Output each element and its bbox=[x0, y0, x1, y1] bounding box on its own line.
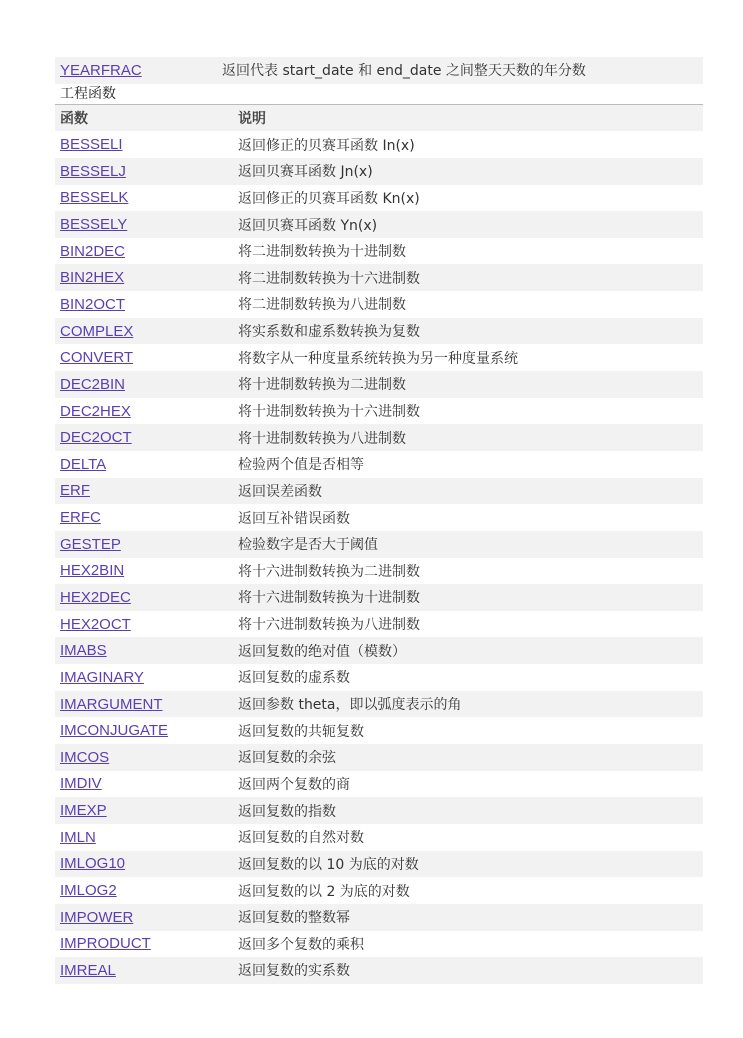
function-link[interactable]: DEC2HEX bbox=[60, 402, 131, 420]
function-description: 将十六进制数转换为十进制数 bbox=[238, 590, 420, 607]
table-row bbox=[55, 957, 703, 984]
function-link[interactable]: HEX2BIN bbox=[60, 562, 125, 580]
function-description: 将二进制数转换为十进制数 bbox=[238, 244, 406, 261]
function-link[interactable]: HEX2DEC bbox=[60, 588, 131, 606]
table-row bbox=[55, 158, 703, 185]
function-link[interactable]: IMLOG2 bbox=[60, 882, 117, 900]
function-description: 返回参数 theta，即以弧度表示的角 bbox=[238, 697, 462, 714]
function-description: 返回修正的贝赛耳函数 Kn(x) bbox=[238, 190, 420, 207]
function-link[interactable]: BESSELK bbox=[60, 189, 129, 207]
table-row bbox=[55, 904, 703, 931]
table-row bbox=[55, 851, 703, 878]
function-link[interactable]: IMARGUMENT bbox=[60, 695, 163, 713]
function-link[interactable]: IMPOWER bbox=[60, 908, 134, 926]
function-description: 将十六进制数转换为二进制数 bbox=[238, 563, 420, 580]
function-description: 返回复数的余弦 bbox=[238, 750, 336, 767]
table-row bbox=[55, 931, 703, 958]
table-row bbox=[55, 318, 703, 345]
function-description: 返回多个复数的乘积 bbox=[238, 936, 364, 953]
function-link[interactable]: IMREAL bbox=[60, 961, 116, 979]
function-link[interactable]: IMCONJUGATE bbox=[60, 722, 169, 740]
function-link[interactable]: IMEXP bbox=[60, 802, 107, 820]
function-link[interactable]: IMLN bbox=[60, 828, 96, 846]
function-link[interactable]: IMDIV bbox=[60, 775, 102, 793]
function-description: 返回误差函数 bbox=[238, 483, 322, 500]
function-description: 返回代表 start_date 和 end_date 之间整天天数的年分数 bbox=[222, 63, 586, 80]
table-row bbox=[55, 744, 703, 771]
table-row bbox=[55, 451, 703, 478]
function-link[interactable]: BESSELI bbox=[60, 136, 123, 154]
function-description: 将二进制数转换为八进制数 bbox=[238, 297, 406, 314]
function-description: 返回复数的虚系数 bbox=[238, 670, 350, 687]
function-link[interactable]: BIN2DEC bbox=[60, 242, 126, 260]
function-link[interactable]: COMPLEX bbox=[60, 322, 134, 340]
header-function: 函数 bbox=[60, 110, 88, 127]
header-description: 说明 bbox=[238, 110, 266, 127]
function-description: 返回贝赛耳函数 Yn(x) bbox=[238, 217, 378, 234]
table-row bbox=[55, 771, 703, 798]
function-link[interactable]: BESSELJ bbox=[60, 162, 126, 180]
function-link[interactable]: HEX2OCT bbox=[60, 615, 131, 633]
table-row bbox=[55, 344, 703, 371]
table-row bbox=[55, 717, 703, 744]
table-row bbox=[55, 611, 703, 638]
table-header bbox=[55, 104, 703, 132]
function-link[interactable]: IMCOS bbox=[60, 748, 110, 766]
function-description: 返回复数的整数幂 bbox=[238, 910, 350, 927]
function-description: 将实系数和虚系数转换为复数 bbox=[238, 324, 420, 341]
section-title: 工程函数 bbox=[60, 85, 116, 102]
table-row bbox=[55, 478, 703, 505]
function-description: 返回修正的贝赛耳函数 In(x) bbox=[238, 137, 415, 154]
function-link[interactable]: DEC2OCT bbox=[60, 429, 132, 447]
function-link[interactable]: ERF bbox=[60, 482, 90, 500]
function-description: 返回复数的共轭复数 bbox=[238, 723, 364, 740]
table-row bbox=[55, 504, 703, 531]
table-row bbox=[55, 877, 703, 904]
table-row bbox=[55, 398, 703, 425]
table-row bbox=[55, 584, 703, 611]
function-description: 检验数字是否大于阈值 bbox=[238, 537, 378, 554]
table-row bbox=[55, 797, 703, 824]
function-description: 将数字从一种度量系统转换为另一种度量系统 bbox=[238, 350, 518, 367]
table-row bbox=[55, 371, 703, 398]
function-link[interactable]: GESTEP bbox=[60, 535, 121, 553]
table-row bbox=[55, 691, 703, 718]
function-description: 返回复数的以 2 为底的对数 bbox=[238, 883, 410, 900]
function-description: 将二进制数转换为十六进制数 bbox=[238, 270, 420, 287]
function-description: 返回复数的指数 bbox=[238, 803, 336, 820]
function-description: 将十进制数转换为十六进制数 bbox=[238, 404, 420, 420]
function-link[interactable]: DEC2BIN bbox=[60, 375, 126, 393]
function-table bbox=[55, 57, 703, 984]
table-row bbox=[55, 424, 703, 451]
table-row bbox=[55, 558, 703, 585]
function-description: 将十六进制数转换为八进制数 bbox=[238, 617, 420, 634]
function-description: 将十进制数转换为二进制数 bbox=[238, 377, 406, 394]
table-row bbox=[55, 211, 703, 238]
table-row bbox=[55, 637, 703, 664]
function-description: 返回复数的实系数 bbox=[238, 963, 350, 980]
table-row bbox=[55, 131, 703, 158]
function-link[interactable]: IMLOG10 bbox=[60, 855, 126, 873]
function-link[interactable]: BIN2HEX bbox=[60, 269, 125, 287]
table-row bbox=[55, 264, 703, 291]
table-row bbox=[55, 291, 703, 318]
function-link[interactable]: BIN2OCT bbox=[60, 295, 126, 313]
table-row bbox=[55, 531, 703, 558]
function-description: 返回互补错误函数 bbox=[238, 510, 350, 527]
function-description: 返回复数的自然对数 bbox=[238, 830, 364, 847]
function-link[interactable]: ERFC bbox=[60, 509, 101, 527]
function-description: 返回贝赛耳函数 Jn(x) bbox=[238, 164, 373, 181]
function-link[interactable]: IMABS bbox=[60, 642, 107, 660]
function-link[interactable]: YEARFRAC bbox=[60, 61, 142, 79]
function-link[interactable]: BESSELY bbox=[60, 216, 128, 234]
table-row bbox=[55, 185, 703, 212]
table-row bbox=[55, 664, 703, 691]
function-description: 返回两个复数的商 bbox=[238, 776, 350, 793]
table-row bbox=[55, 57, 703, 84]
function-link[interactable]: DELTA bbox=[60, 455, 107, 473]
table-row bbox=[55, 238, 703, 265]
function-link[interactable]: CONVERT bbox=[60, 349, 134, 367]
function-link[interactable]: IMAGINARY bbox=[60, 668, 144, 686]
function-description: 返回复数的绝对值（模数） bbox=[238, 643, 406, 660]
table-row bbox=[55, 824, 703, 851]
function-description: 返回复数的以 10 为底的对数 bbox=[238, 856, 419, 873]
function-description: 将十进制数转换为八进制数 bbox=[238, 430, 406, 447]
function-description: 检验两个值是否相等 bbox=[238, 457, 364, 474]
function-link[interactable]: IMPRODUCT bbox=[60, 935, 151, 953]
